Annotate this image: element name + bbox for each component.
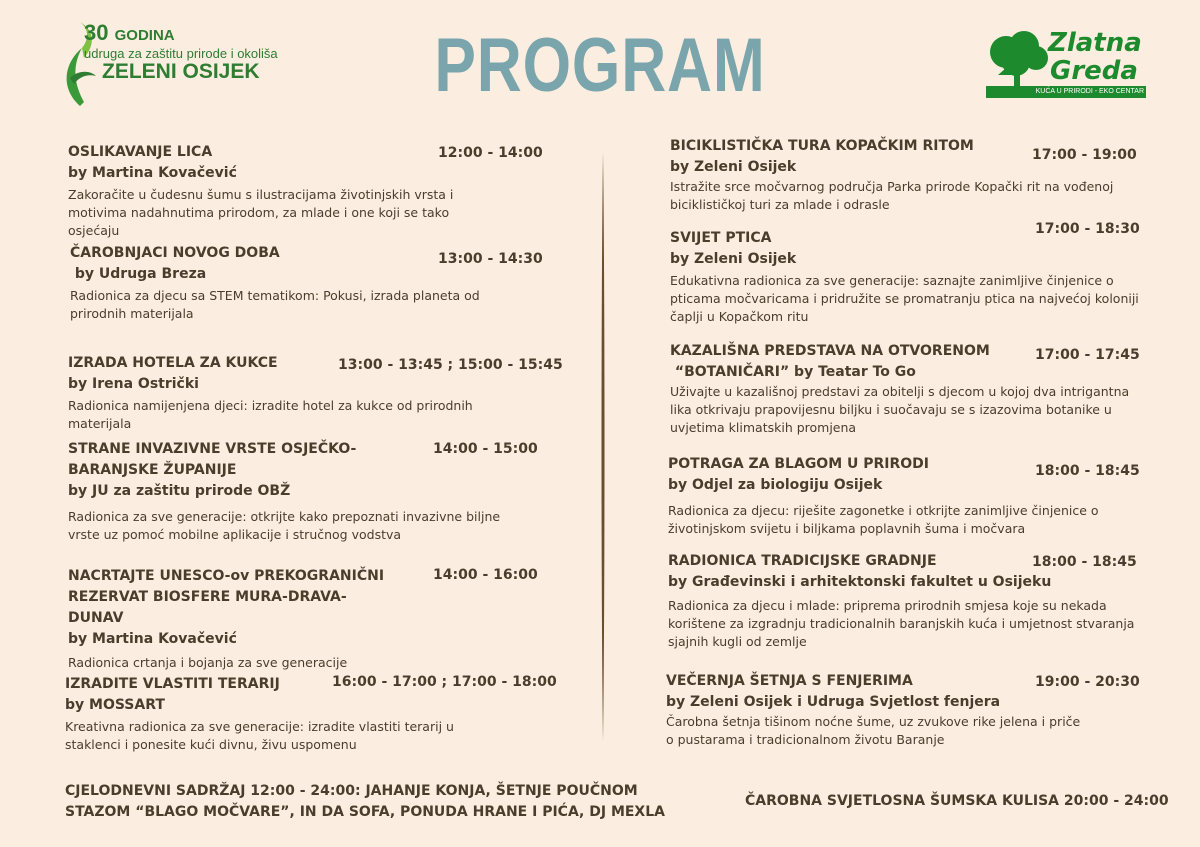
event-host: by Martina Kovačević (68, 631, 237, 647)
event-host: “BOTANIČARI” by Teatar To Go (670, 364, 916, 380)
event-host: by Irena Ostrički (68, 376, 199, 392)
event-description: Zakoračite u čudesnu šumu s ilustracijama životinjskih vrsta i motivima nadahnutima prirodom, za mlade i one koji se tako osjećaju (68, 187, 454, 238)
event-title: IZRADA HOTELA ZA KUKCE (68, 355, 278, 371)
event-host: by Zeleni Osijek i Udruga Svjetlost fenjera (666, 694, 1001, 710)
event-svijet-ptica (670, 228, 1145, 326)
event-title: STRANE INVAZIVNE VRSTE OSJEČKO-BARANJSKE ŽUPANIJE (68, 441, 357, 478)
column-divider (600, 152, 606, 742)
zlatna-greda-logo: Zlatna Greda KUĆA U PRIRODI - EKO CENTAR (986, 30, 1148, 100)
event-title: BICIKLISTIČKA TURA KOPAČKIM RITOM (670, 138, 974, 154)
event-carobnjaci (70, 243, 500, 323)
event-time: 18:00 - 18:45 (1032, 554, 1137, 570)
tree-icon (986, 30, 1052, 88)
event-host: by Odjel za biologiju Osijek (668, 477, 883, 493)
event-vecernja-setnja (666, 671, 1086, 749)
event-host: by JU za zaštitu prirode OBŽ (68, 483, 291, 499)
event-host: by MOSSART (65, 697, 165, 713)
event-time: 13:00 - 13:45 ; 15:00 - 15:45 (338, 357, 563, 373)
event-host: by Udruga Breza (70, 266, 207, 282)
event-time: 14:00 - 16:00 (433, 567, 538, 583)
event-description: Radionica za djecu: riješite zagonetke i otkrijte zanimljive činjenice o životinjskom svijetu i biljkama poplavnih šuma i močvara (668, 503, 1099, 536)
event-time: 16:00 - 17:00 ; 17:00 - 18:00 (332, 674, 557, 690)
event-time: 17:00 - 19:00 (1032, 147, 1137, 163)
event-description: Istražite srce močvarnog područja Parka prirode Kopački rit na vođenoj biciklističkoj turi za mlade i odrasle (670, 179, 1114, 212)
zeleni-osijek-logo: 30 GODINA udruga za zaštitu prirode i okoliša ZELENI OSIJEK (60, 18, 300, 108)
event-host: by Zeleni Osijek (670, 251, 797, 267)
event-description: Radionica za djecu i mlade: priprema prirodnih smjesa koje su nekada korištene za izgradnju tradicionalnih baranjskih kuća i umjetnost stvaranja sjajnih kugli od zemlje (668, 598, 1135, 649)
event-time: 14:00 - 15:00 (433, 441, 538, 457)
event-title: KAZALIŠNA PREDSTAVA NA OTVORENOM (670, 343, 990, 359)
event-description: Radionica za djecu sa STEM tematikom: Pokusi, izrada planeta od prirodnih materijala (70, 288, 480, 321)
event-description: Radionica za sve generacije: otkrijte kako prepoznati invazivne biljne vrste uz pomoć mobilne aplikacije i stručnog vodstva (68, 509, 501, 542)
event-time: 13:00 - 14:30 (438, 251, 543, 267)
footer-all-day-content: CJELODNEVNI SADRŽAJ 12:00 - 24:00: JAHANJE KONJA, ŠETNJE POUČNOM STAZOM “BLAGO MOČVARE”, IN DA SOFA, PONUDA HRANE I PIĆA, DJ MEXLA (65, 783, 665, 820)
event-title: ČAROBNJACI NOVOG DOBA (70, 245, 280, 261)
page-title: PROGRAM (434, 23, 766, 108)
event-title: IZRADITE VLASTITI TERARIJ (65, 676, 280, 692)
event-title: POTRAGA ZA BLAGOM U PRIRODI (668, 456, 930, 472)
event-title: VEČERNJA ŠETNJA S FENJERIMA (666, 673, 913, 689)
event-title: OSLIKAVANJE LICA (68, 144, 213, 160)
event-description: Uživajte u kazališnoj predstavi za obitelji s djecom u kojoj dva intrigantna lika otkrivaju prapovijesnu biljku i suočavaju se s izazovima botanike u uvjetima klimatskih promjena (670, 384, 1130, 435)
footer-light-show: ČAROBNA SVJETLOSNA ŠUMSKA KULISA 20:00 - 24:00 (745, 793, 1169, 809)
event-host: by Zeleni Osijek (670, 159, 797, 175)
event-description: Čarobna šetnja tišinom noćne šume, uz zvukove rike jelena i priče o pustarama i tradicionalnom životu Baranje (666, 714, 1081, 747)
event-time: 17:00 - 17:45 (1035, 347, 1140, 363)
event-time: 18:00 - 18:45 (1035, 463, 1140, 479)
event-host: by Građevinski i arhitektonski fakultet u Osijeku (668, 574, 1052, 590)
event-time: 17:00 - 18:30 (1035, 221, 1140, 237)
event-description: Radionica crtanja i bojanja za sve generacije (68, 655, 348, 670)
event-time: 19:00 - 20:30 (1035, 674, 1140, 690)
event-time: 12:00 - 14:00 (438, 145, 543, 161)
event-title: SVIJET PTICA (670, 230, 772, 246)
event-description: Radionica namijenjena djeci: izradite hotel za kukce od prirodnih materijala (68, 398, 473, 431)
event-oslikavanje-lica (68, 142, 498, 240)
event-description: Kreativna radionica za sve generacije: izradite vlastiti terarij u staklenci i ponesite kući divnu, živu uspomenu (65, 719, 454, 752)
event-title: RADIONICA TRADICIJSKE GRADNJE (668, 553, 937, 569)
event-description: Edukativna radionica za sve generacije: saznajte zanimljive činjenice o pticama močvaricama i pridružite se promatranju ptica na najvećoj koloniji čaplji u Kopačkom ritu (670, 273, 1139, 324)
event-host: by Martina Kovačević (68, 165, 237, 181)
event-title: NACRTAJTE UNESCO-ov PREKOGRANIČNI REZERVAT BIOSFERE MURA-DRAVA-DUNAV (68, 568, 385, 626)
